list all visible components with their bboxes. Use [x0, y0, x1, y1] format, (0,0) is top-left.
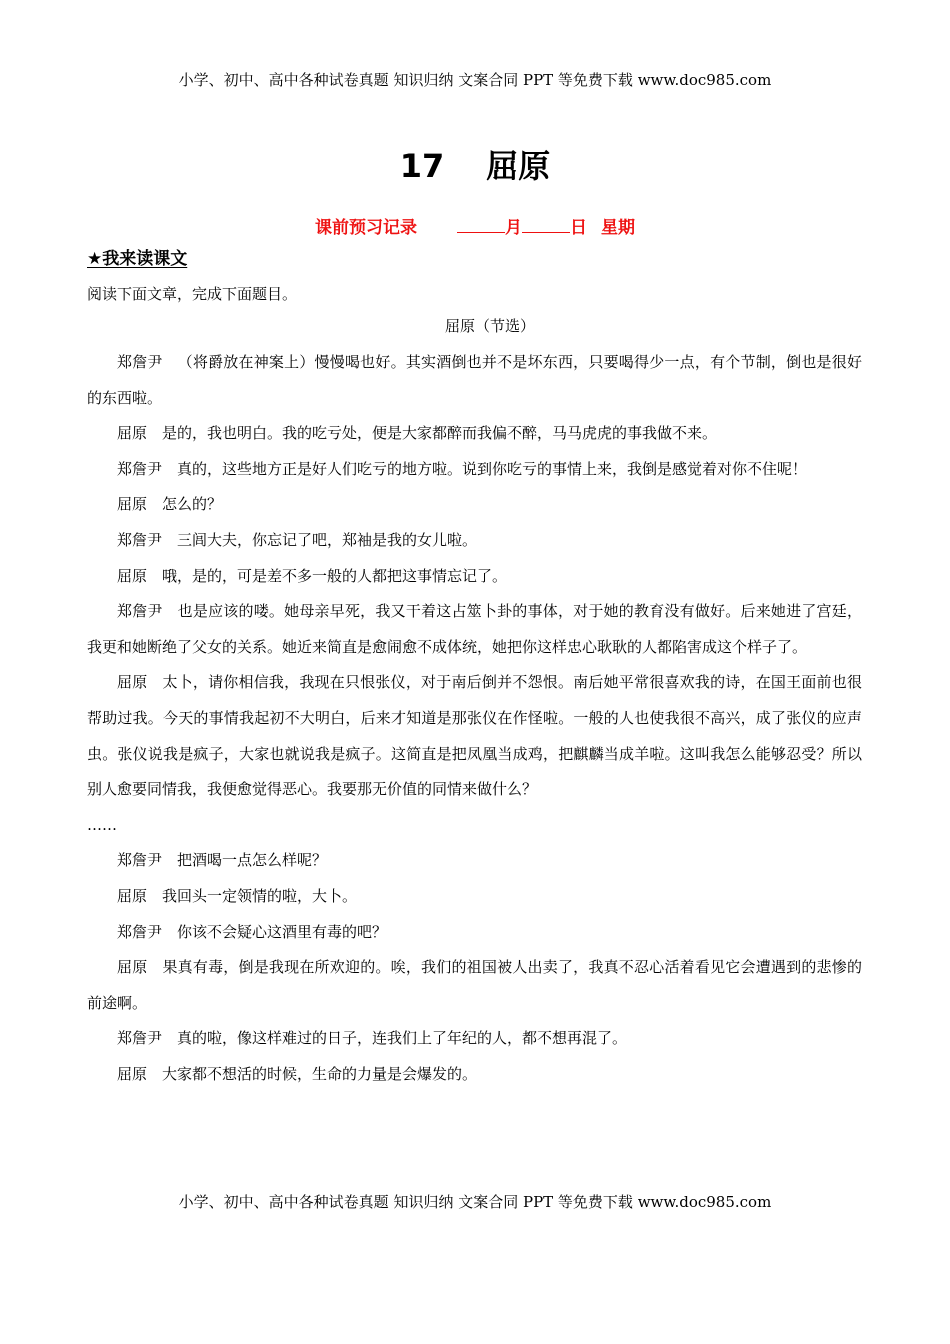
section-heading: ★我来读课文 — [87, 249, 188, 269]
lesson-name: 屈原 — [486, 147, 551, 185]
dialogue-line — [87, 523, 862, 559]
speaker: 郑詹尹 — [117, 851, 163, 870]
speaker: 屈原 — [117, 424, 148, 443]
dialogue-line — [87, 594, 862, 665]
speaker: 郑詹尹 — [117, 1029, 163, 1048]
line: 三闾大夫，你忘记了吧，郑袖是我的女儿啦。 — [177, 530, 478, 549]
line: 真的啦，像这样难过的日子，连我们上了年纪的人，都不想再混了。 — [177, 1029, 628, 1048]
dialogue-line — [87, 1057, 862, 1093]
line: 你该不会疑心这酒里有毒的吧？ — [177, 922, 388, 941]
dialogue-line — [87, 559, 862, 595]
speaker: 屈原 — [117, 566, 148, 585]
speaker: 郑詹尹 — [117, 353, 163, 371]
speaker: 屈原 — [117, 495, 148, 514]
day-blank — [522, 217, 570, 233]
dialogue-line — [87, 665, 862, 807]
page-footer: 小学、初中、高中各种试卷真题 知识归纳 文案合同 PPT 等免费下载 www.doc985.com — [178, 1193, 772, 1211]
line: 我回头一定领情的啦，大卜。 — [162, 886, 358, 905]
line: 把酒喝一点怎么样呢？ — [177, 851, 328, 870]
record-day: 日 — [570, 218, 587, 238]
line: 大家都不想活的时候，生命的力量是会爆发的。 — [162, 1064, 478, 1083]
speaker: 屈原 — [117, 886, 148, 905]
instruction: 阅读下面文章，完成下面题目。 — [87, 285, 298, 303]
speaker: 郑詹尹 — [117, 459, 163, 478]
speaker: 郑詹尹 — [117, 530, 163, 549]
dialogue-line — [87, 843, 862, 879]
passage-body — [87, 345, 862, 1092]
dialogue-line — [87, 915, 862, 951]
line: 是的，我也明白。我的吃亏处，便是大家都醉而我偏不醉，马马虎虎的事我做不来。 — [162, 424, 718, 443]
line: 也是应该的喽。她母亲早死，我又干着这占筮卜卦的事体，对于她的教育没有做好。后来她进了宫廷，我更和她断绝了父女的关系。她近来简直是愈闹愈不成体统，她把你这样忠心耿耿的人都陷害成这个样子了。 — [87, 602, 862, 656]
line: 太卜，请你相信我，我现在只恨张仪，对于南后倒并不怨恨。南后她平常很喜欢我的诗，在国王面前也很帮助过我。今天的事情我起初不大明白，后来才知道是那张仪在作怪啦。一般的人也使我很不高兴，成了张仪的应声虫。张仪说我是疯子，大家也就说我是疯子。这简直是把凤凰当成鸡，把麒麟当成羊啦。这叫我怎么能够忍受？所以别人愈要同情我，我便愈觉得恶心。我要那无价值的同情来做什么？ — [87, 673, 862, 799]
record-week: 星期 — [601, 218, 635, 238]
dialogue-line — [87, 487, 862, 523]
dialogue-line — [87, 416, 862, 452]
lesson-number: 17 — [399, 147, 445, 185]
month-blank — [457, 217, 505, 233]
preview-record-line — [0, 213, 950, 238]
speaker: 屈原 — [117, 958, 148, 977]
dialogue-line — [87, 452, 862, 488]
speaker: 屈原 — [117, 673, 148, 692]
line: 果真有毒，倒是我现在所欢迎的。唉，我们的祖国被人出卖了，我真不忍心活着看见它会遭遇到的悲惨的前途啊。 — [87, 958, 862, 1012]
line: 怎么的？ — [162, 495, 223, 514]
dialogue-line — [87, 345, 862, 416]
lesson-title — [0, 144, 950, 188]
dialogue-line — [87, 950, 862, 1021]
ellipsis: …… — [87, 815, 117, 834]
speaker: 屈原 — [117, 1064, 148, 1083]
speaker: 郑詹尹 — [117, 602, 163, 621]
dialogue-line — [87, 1021, 862, 1057]
record-month: 月 — [505, 218, 522, 238]
line: 哦，是的，可是差不多一般的人都把这事情忘记了。 — [162, 566, 508, 585]
record-label: 课前预习记录 — [315, 218, 417, 238]
line: （将爵放在神案上）慢慢喝也好。其实酒倒也并不是坏东西，只要喝得少一点，有个节制，倒也是很好的东西啦。 — [87, 353, 862, 407]
line: 真的，这些地方正是好人们吃亏的地方啦。说到你吃亏的事情上来，我倒是感觉着对你不住呢！ — [177, 459, 808, 478]
page-header: 小学、初中、高中各种试卷真题 知识归纳 文案合同 PPT 等免费下载 www.doc985.com — [178, 71, 772, 89]
passage-title: 屈原（节选） — [444, 317, 535, 335]
dialogue-line — [87, 879, 862, 915]
speaker: 郑詹尹 — [117, 922, 163, 941]
